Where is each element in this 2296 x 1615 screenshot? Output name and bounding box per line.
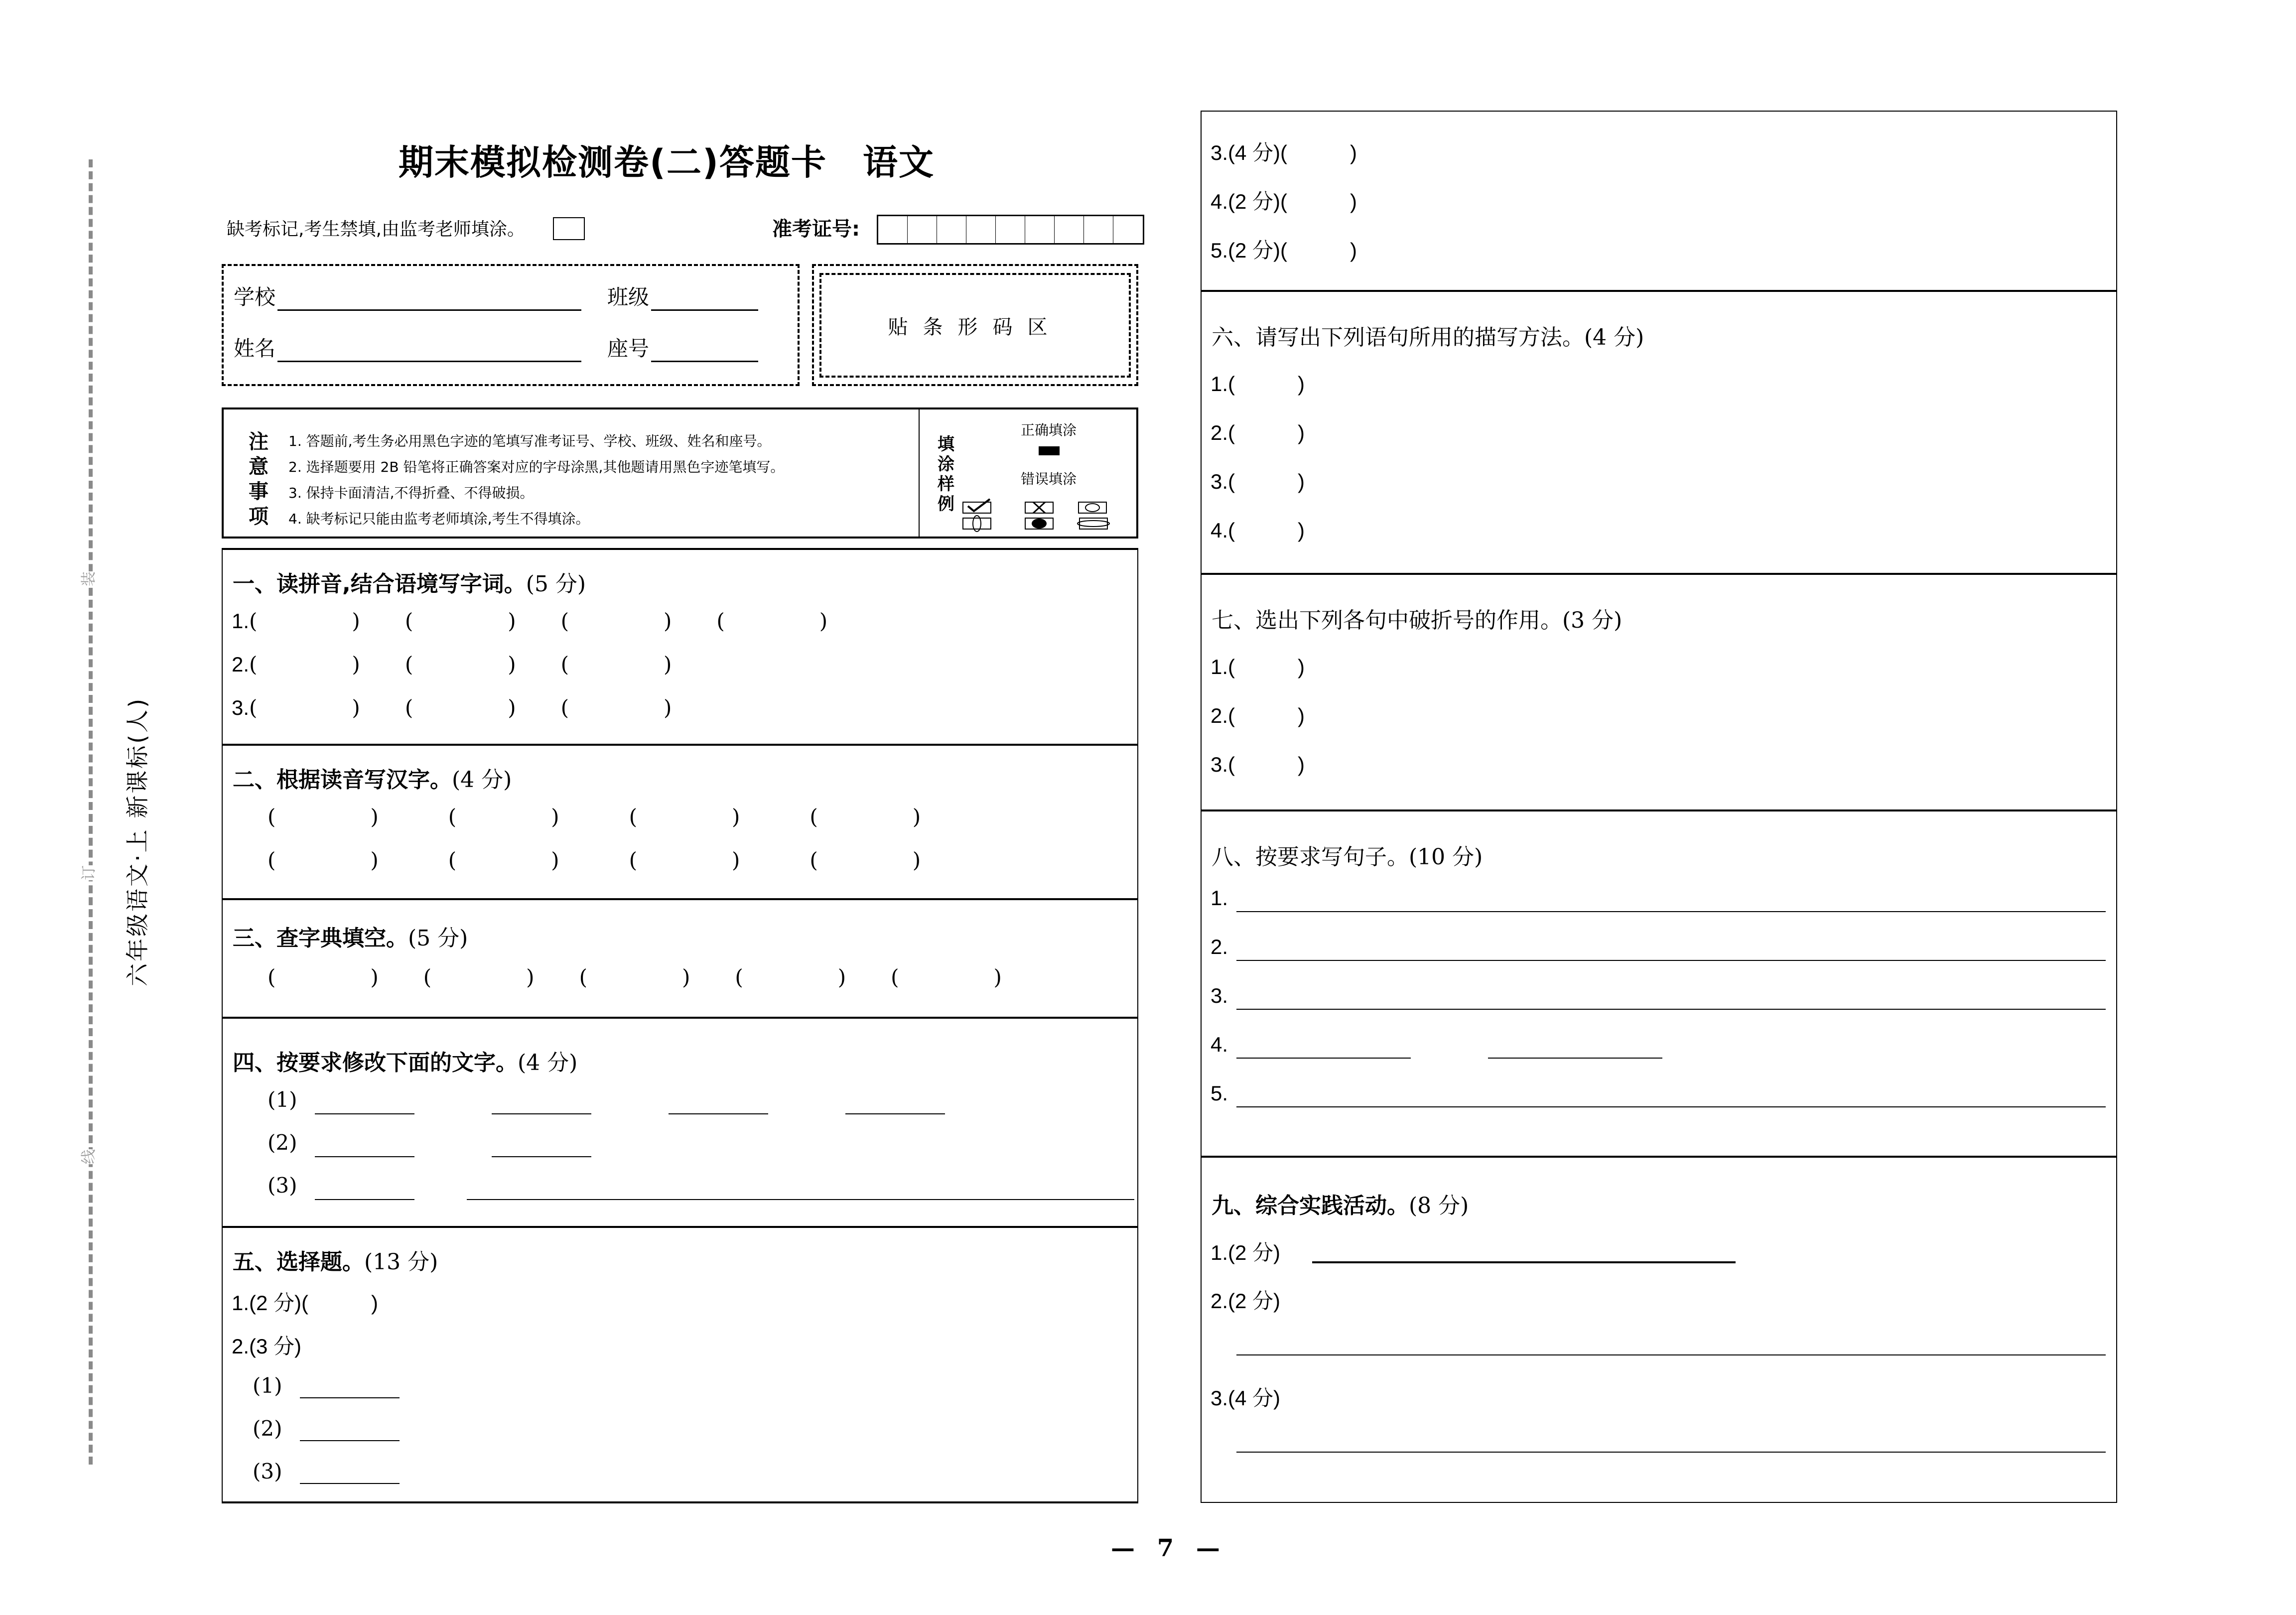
- name-field[interactable]: [234, 332, 581, 362]
- section-points: (5 分): [408, 926, 468, 951]
- fill-heading-char: 样: [938, 474, 954, 494]
- section-7: [1201, 574, 2117, 810]
- s4-row-2-label: (2): [268, 1130, 297, 1155]
- section-title-text: 九、综合实践活动。: [1212, 1193, 1409, 1218]
- s8-row-1-label: 1.: [1211, 886, 1228, 910]
- s5-q2-sub-1-label: (1): [253, 1373, 282, 1398]
- notice-item: 3. 保持卡面清洁,不得折叠、不得破损。: [288, 485, 534, 501]
- s1-row-1[interactable]: 1.( ) ( ) ( ) ( ): [232, 609, 828, 633]
- notice-item: 1. 答题前,考生务必用黑色字迹的笔填写准考证号、学校、班级、姓名和座号。: [288, 433, 771, 449]
- s4-row-1-label: (1): [268, 1087, 297, 1112]
- notice-heading-char: 意: [249, 455, 269, 478]
- s8-row-5-label: 5.: [1211, 1081, 1228, 1105]
- s5-q2-sub-2-label: (2): [253, 1416, 282, 1441]
- section-title-text: 五、选择题。: [233, 1249, 364, 1275]
- notice-item: 2. 选择题要用 2B 铅笔将正确答案对应的字母涂黑,其他题请用黑色字迹笔填写。: [288, 459, 785, 475]
- row-label: 1.: [232, 609, 250, 633]
- s6-row-4[interactable]: 4.( ): [1211, 519, 1305, 542]
- exam-id-cell[interactable]: [937, 216, 966, 243]
- s7-row-2[interactable]: 2.( ): [1211, 704, 1305, 727]
- section-title-text: 一、读拼音,结合语境写字词。: [233, 571, 526, 597]
- wrong-fill-vertical-ellipse-icon: [961, 513, 998, 533]
- section-points: (3 分): [1562, 608, 1622, 633]
- s4-row-3-blank[interactable]: [315, 1199, 414, 1200]
- s8-row-4-line[interactable]: [1236, 1058, 1411, 1059]
- fill-heading-char: 填: [938, 434, 954, 454]
- section-7-title: [1212, 602, 1622, 634]
- page-title: 期末模拟检测卷(二)答题卡 语文: [399, 142, 935, 183]
- s4-row-1-blank[interactable]: [492, 1113, 591, 1114]
- notice-box: [222, 407, 1138, 538]
- seat-label: 座号: [607, 336, 650, 361]
- exam-id-cell[interactable]: [908, 216, 937, 243]
- s5-q4[interactable]: 4.(2 分)( ): [1211, 190, 1357, 213]
- s9-row-3-label: 3.(4 分): [1211, 1386, 1281, 1410]
- exam-id-cell[interactable]: [966, 216, 996, 243]
- section-title-text: 七、选出下列各句中破折号的作用。: [1212, 608, 1562, 633]
- notice-item: 4. 缺考标记只能由监考老师填涂,考生不得填涂。: [288, 511, 590, 527]
- section-8: [1201, 810, 2117, 1157]
- notice-heading-char: 注: [249, 430, 269, 453]
- s6-row-2[interactable]: 2.( ): [1211, 421, 1305, 444]
- section-9: [1201, 1157, 2117, 1503]
- wrong-fill-label: 错误填涂: [1021, 471, 1077, 487]
- s4-row-3-label: (3): [268, 1173, 297, 1198]
- class-field[interactable]: [607, 281, 758, 311]
- s4-row-2-blank[interactable]: [315, 1156, 414, 1157]
- s8-row-2-line[interactable]: [1236, 960, 2106, 961]
- barcode-area: [819, 273, 1131, 378]
- section-3: [222, 899, 1138, 1018]
- section-title-text: 三、查字典填空。: [233, 926, 408, 951]
- section-title-text: 六、请写出下列语句所用的描写方法。: [1212, 325, 1584, 350]
- absent-note: 缺考标记,考生禁填,由监考老师填涂。: [227, 219, 525, 240]
- section-1-title: [233, 566, 586, 598]
- section-1: [222, 548, 1138, 745]
- barcode-label: 贴条形码区: [888, 315, 1063, 339]
- s5-q5[interactable]: 5.(2 分)( ): [1211, 239, 1357, 262]
- s2-row-2[interactable]: ( ) ( ) ( ) ( ): [268, 848, 921, 872]
- s9-row-2-line[interactable]: [1236, 1354, 2106, 1355]
- class-label: 班级: [607, 285, 650, 309]
- section-4-title: [233, 1045, 577, 1077]
- wrong-fill-check-icon: [961, 498, 998, 515]
- section-title-text: 八、按要求写句子。: [1212, 844, 1409, 870]
- section-5: [222, 1227, 1138, 1503]
- absent-mark-box[interactable]: [553, 217, 585, 240]
- s8-row-1-line[interactable]: [1236, 911, 2106, 912]
- s5-q2-sub-1-blank[interactable]: [300, 1397, 400, 1398]
- s8-row-5-line[interactable]: [1236, 1106, 2106, 1107]
- notice-list: [288, 428, 784, 532]
- s2-row-1[interactable]: ( ) ( ) ( ) ( ): [268, 805, 921, 829]
- seat-field[interactable]: [607, 332, 758, 362]
- s9-row-1-label: 1.(2 分): [1211, 1241, 1281, 1264]
- notice-heading: [244, 429, 273, 529]
- name-label: 姓名: [234, 336, 276, 361]
- grade-subject-label: 六年级语文·上 新课标(人): [124, 696, 151, 986]
- s7-row-3[interactable]: 3.( ): [1211, 753, 1305, 776]
- section-title-text: 二、根据读音写汉字。: [233, 767, 452, 793]
- s5-q2-sub-3-label: (3): [253, 1459, 282, 1483]
- section-3-title: [233, 920, 468, 952]
- row-label: 3.: [232, 696, 250, 719]
- binding-marker-ding: 订: [76, 865, 98, 880]
- s5-q2: 2.(3 分): [232, 1335, 302, 1358]
- section-9-title: [1212, 1188, 1469, 1219]
- s9-row-1-line[interactable]: [1312, 1261, 1736, 1263]
- correct-fill-label: 正确填涂: [1021, 422, 1077, 438]
- s4-row-1-blank[interactable]: [669, 1113, 768, 1114]
- wrong-fill-wide-ellipse-icon: [1077, 513, 1114, 533]
- notice-divider: [919, 409, 920, 537]
- name-input-line[interactable]: [277, 361, 581, 362]
- section-points: (4 分): [1584, 325, 1644, 350]
- s4-row-2-blank[interactable]: [492, 1156, 591, 1157]
- notice-heading-char: 项: [249, 505, 269, 528]
- section-title-text: 四、按要求修改下面的文字。: [233, 1050, 518, 1076]
- section-points: (13 分): [364, 1249, 438, 1275]
- exam-id-cell[interactable]: [1084, 216, 1113, 243]
- s9-row-3-line[interactable]: [1236, 1452, 2106, 1453]
- fill-heading-char: 例: [938, 494, 954, 514]
- section-points: (8 分): [1409, 1193, 1469, 1218]
- s5-q3[interactable]: 3.(4 分)( ): [1211, 141, 1357, 164]
- s5-q2-sub-3-blank[interactable]: [300, 1483, 400, 1484]
- school-input-line[interactable]: [277, 309, 581, 311]
- s8-row-4-label: 4.: [1211, 1033, 1228, 1056]
- section-4: [222, 1018, 1138, 1227]
- exam-id-cell[interactable]: [1055, 216, 1084, 243]
- s9-row-2-label: 2.(2 分): [1211, 1289, 1281, 1313]
- section-8-title: [1212, 839, 1483, 871]
- s1-row-3[interactable]: 3.( ) ( ) ( ): [232, 695, 672, 720]
- exam-id-label: 准考证号:: [772, 218, 860, 241]
- s1-row-2[interactable]: 2.( ) ( ) ( ): [232, 652, 672, 676]
- s4-row-1-blank[interactable]: [845, 1113, 945, 1114]
- section-points: (4 分): [452, 767, 512, 793]
- binding-dashed-line: [89, 159, 93, 1465]
- section-2: [222, 745, 1138, 899]
- s6-row-3[interactable]: 3.( ): [1211, 470, 1305, 493]
- s4-row-3-blank[interactable]: [467, 1199, 1134, 1200]
- section-6-title: [1212, 319, 1644, 351]
- school-field[interactable]: [234, 281, 581, 311]
- s5-q1[interactable]: 1.(2 分)( ): [232, 1291, 379, 1315]
- student-info-box: [222, 264, 800, 386]
- seat-input-line[interactable]: [651, 361, 758, 362]
- exam-id-cell[interactable]: [996, 216, 1025, 243]
- s8-row-3-label: 3.: [1211, 984, 1228, 1007]
- exam-id-cell[interactable]: [1113, 216, 1143, 243]
- exam-id-cell[interactable]: [878, 216, 908, 243]
- wrong-fill-circle-icon: [1077, 498, 1114, 515]
- row-label: 2.: [232, 653, 250, 676]
- correct-fill-mark-icon: [1039, 446, 1060, 455]
- section-points: (4 分): [518, 1050, 578, 1076]
- fill-heading-char: 涂: [938, 454, 954, 474]
- section-points: (5 分): [526, 571, 586, 597]
- section-5-title: [233, 1244, 438, 1276]
- section-points: (10 分): [1409, 844, 1483, 870]
- s5-q2-sub-2-blank[interactable]: [300, 1440, 400, 1441]
- s3-row-1[interactable]: ( ) ( ) ( ) ( ) ( ): [268, 965, 1002, 989]
- wrong-fill-cross-icon: [1023, 498, 1061, 515]
- s8-row-3-line[interactable]: [1236, 1009, 2106, 1010]
- binding-marker-xian: 线: [76, 1149, 98, 1164]
- fill-example-heading: [934, 434, 958, 514]
- s7-row-1[interactable]: 1.( ): [1211, 655, 1305, 678]
- notice-heading-char: 事: [249, 480, 269, 503]
- school-label: 学校: [234, 285, 276, 309]
- exam-id-cell[interactable]: [1025, 216, 1055, 243]
- exam-id-input[interactable]: [877, 215, 1144, 245]
- section-2-title: [233, 762, 512, 794]
- class-input-line[interactable]: [651, 309, 758, 311]
- s8-row-2-label: 2.: [1211, 935, 1228, 958]
- wrong-fill-dot-icon: [1023, 513, 1061, 533]
- section-5-continued: [1201, 111, 2117, 291]
- binding-marker-zhuang: 装: [76, 571, 98, 586]
- s6-row-1[interactable]: 1.( ): [1211, 372, 1305, 396]
- section-6: [1201, 291, 2117, 574]
- s4-row-1-blank[interactable]: [315, 1113, 414, 1114]
- page-number: — 7 —: [1111, 1534, 1227, 1562]
- s8-row-4-line[interactable]: [1488, 1058, 1662, 1059]
